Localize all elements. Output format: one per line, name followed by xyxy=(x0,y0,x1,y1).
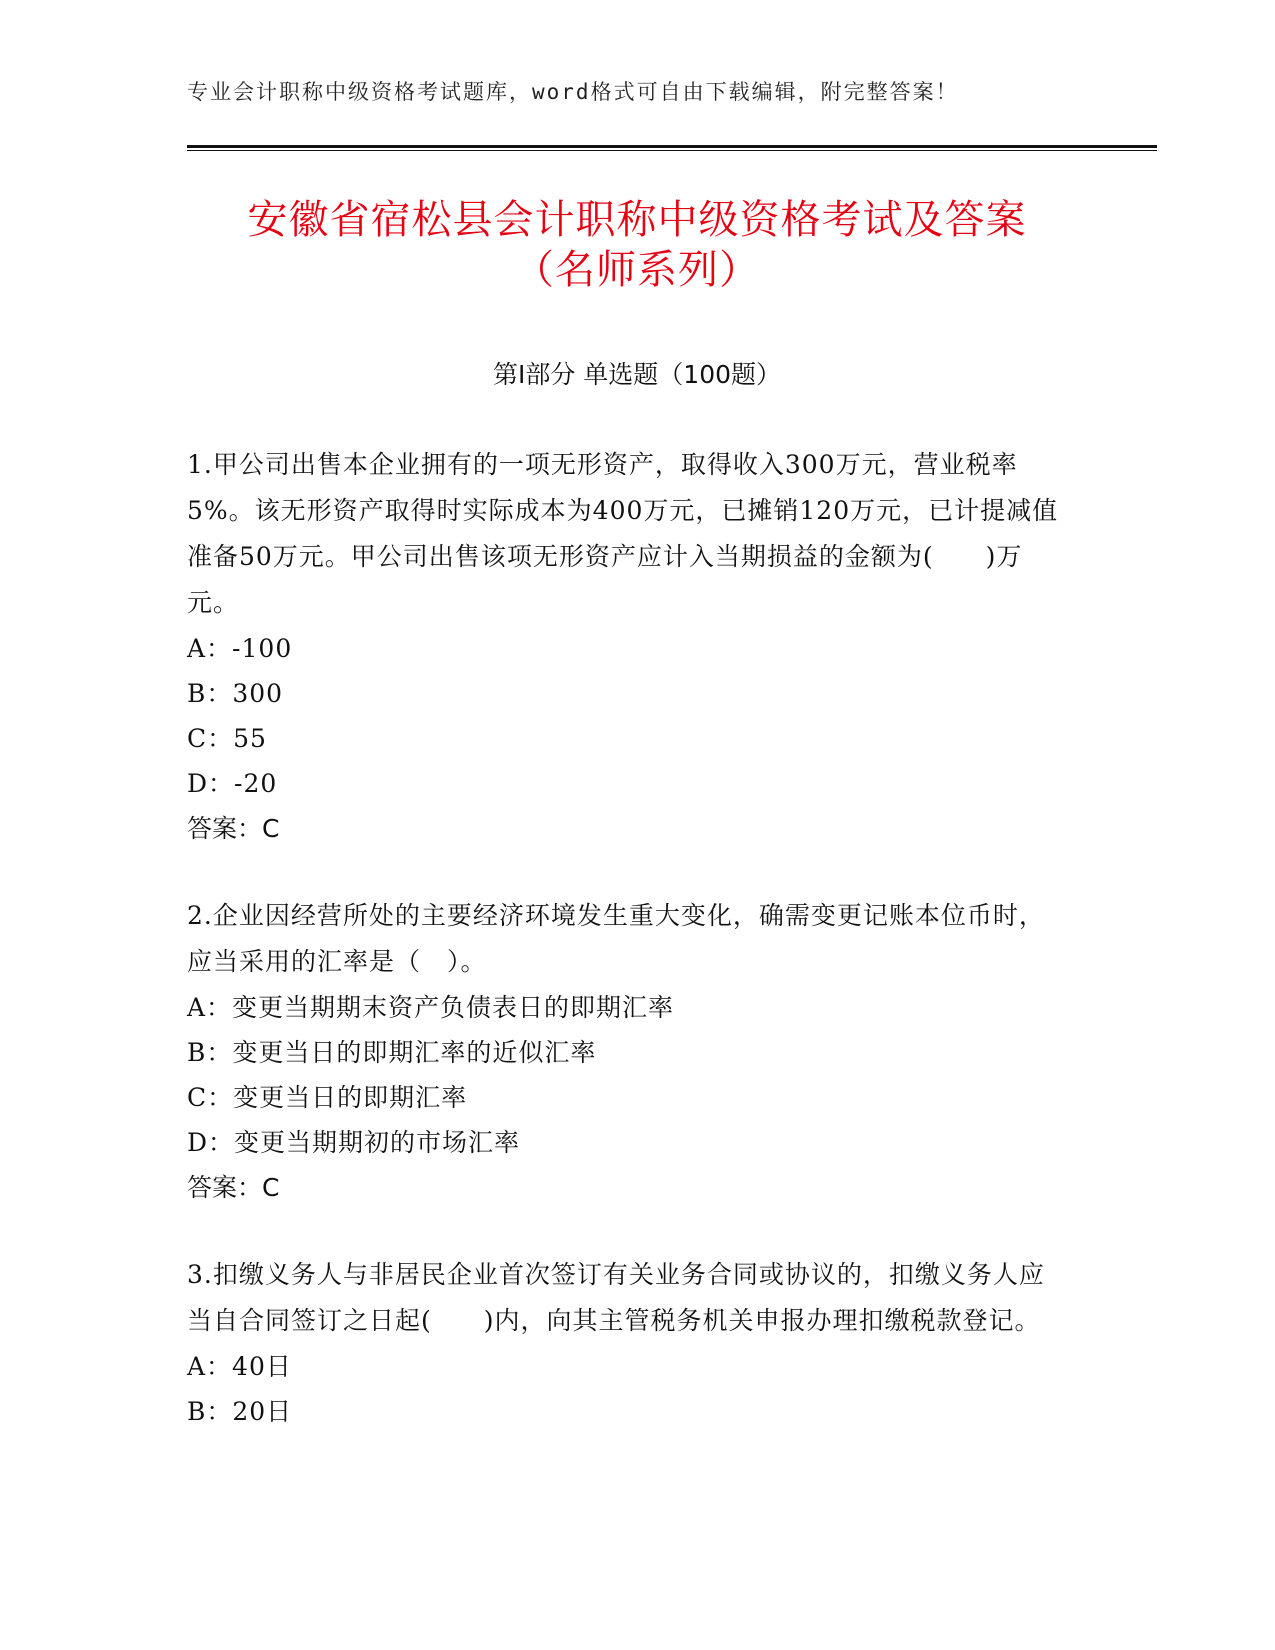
document-title-line-1: 安徽省宿松县会计职称中级资格考试及答案 xyxy=(247,197,1027,243)
section-heading: 第Ⅰ部分 单选题（100题） xyxy=(492,360,782,389)
question-3 xyxy=(187,1252,1067,1434)
option-a: A：-100 xyxy=(187,634,293,663)
document-title xyxy=(187,195,1087,295)
question-1 xyxy=(187,442,1067,852)
option-b: B：20日 xyxy=(187,1397,293,1426)
option-b: B：300 xyxy=(187,679,284,708)
option-c: C：变更当日的即期汇率 xyxy=(187,1083,468,1112)
question-list xyxy=(187,442,1067,1475)
question-2 xyxy=(187,893,1067,1211)
question-text: 1.甲公司出售本企业拥有的一项无形资产，取得收入300万元，营业税率5%。该无形资产取得时实际成本为400万元，已摊销120万元，已计提减值准备50万元。甲公司出售该项无形资产应计入当期损益的金额为( )万元。 xyxy=(187,450,1059,617)
header-divider-thin xyxy=(187,150,1157,151)
option-c: C：55 xyxy=(187,724,267,753)
question-text: 2.企业因经营所处的主要经济环境发生重大变化，确需变更记账本位币时，应当采用的汇率是（ ）。 xyxy=(187,901,1045,976)
answer-text: 答案：C xyxy=(187,1173,280,1202)
option-a: A：40日 xyxy=(187,1352,292,1381)
option-d: D：-20 xyxy=(187,769,278,798)
option-a: A：变更当期期末资产负债表日的即期汇率 xyxy=(187,993,675,1022)
answer-text: 答案：C xyxy=(187,814,280,843)
option-d: D：变更当期期初的市场汇率 xyxy=(187,1128,521,1157)
page-header-text: 专业会计职称中级资格考试题库，word格式可自由下载编辑，附完整答案！ xyxy=(187,80,959,104)
option-b: B：变更当日的即期汇率的近似汇率 xyxy=(187,1038,597,1067)
question-text: 3.扣缴义务人与非居民企业首次签订有关业务合同或协议的，扣缴义务人应当自合同签订之日起( )内，向其主管税务机关申报办理扣缴税款登记。 xyxy=(187,1260,1045,1335)
header-divider-thick xyxy=(187,145,1157,148)
document-title-line-2: （名师系列） xyxy=(514,247,760,293)
